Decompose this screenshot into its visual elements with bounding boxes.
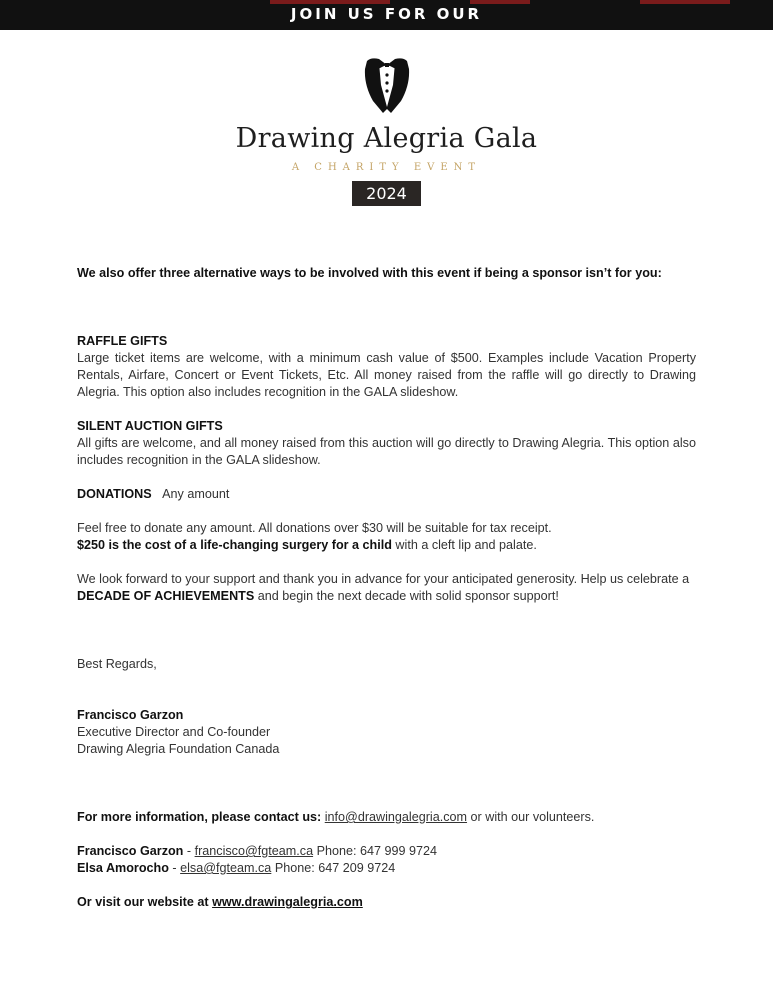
website-line: [77, 894, 696, 911]
signature-title: Executive Director and Co-founder: [77, 725, 271, 739]
intro-text: We also offer three alternative ways to be involved with this event if being a sponsor isn’t for you:: [77, 266, 662, 280]
auction-heading: SILENT AUCTION GIFTS: [77, 419, 223, 433]
website-lead: Or visit our website at: [77, 895, 213, 909]
volunteer-email-link[interactable]: francisco@fgteam.ca: [194, 844, 314, 858]
auction-body: All gifts are welcome, and all money raised from this auction will go directly to Drawing Alegria. This option also includes recognition in the GALA slideshow.: [77, 436, 696, 467]
website-link[interactable]: www.drawingalegria.com: [212, 895, 363, 909]
banner-decoration: [470, 0, 530, 4]
letter-body: [77, 265, 696, 911]
closing-part2: and begin the next decade with solid sponsor support!: [254, 589, 559, 603]
tuxedo-icon: [361, 55, 413, 115]
top-banner: [0, 0, 773, 30]
volunteer-sep: -: [183, 844, 195, 858]
closing-paragraph: [77, 571, 696, 605]
signature-name: Francisco Garzon: [77, 708, 184, 722]
gala-subtitle: A CHARITY EVENT: [291, 162, 482, 173]
contact-line: [77, 809, 696, 826]
surgery-line: [77, 537, 696, 554]
contact-tail: or with our volunteers.: [467, 810, 595, 824]
year-badge: 2024: [352, 181, 421, 206]
donations-amount: Any amount: [162, 487, 230, 501]
banner-text: JOIN US FOR OUR: [290, 5, 483, 23]
banner-decoration: [640, 0, 730, 4]
decade-highlight: DECADE OF ACHIEVEMENTS: [77, 589, 255, 603]
surgery-rest: with a cleft lip and palate.: [391, 538, 537, 552]
volunteer-phone: Phone: 647 209 9724: [271, 861, 396, 875]
volunteer-name: Elsa Amorocho: [77, 861, 169, 875]
contact-lead: For more information, please contact us:: [77, 810, 322, 824]
volunteer-row: [77, 860, 696, 877]
volunteer-name: Francisco Garzon: [77, 844, 184, 858]
raffle-body: Large ticket items are welcome, with a minimum cash value of $500. Examples include Vacation Property Rentals, Airfare, Concert or Event Tickets, Etc. All money raised from the raffle will go directly to Drawing Alegria. This option also includes recognition in the GALA slideshow.: [77, 351, 696, 399]
banner-decoration: [270, 0, 390, 4]
closing-part1: We look forward to your support and thank you in advance for your anticipated generosity. Help us celebrate a: [77, 572, 690, 586]
volunteer-email-link[interactable]: elsa@fgteam.ca: [180, 861, 272, 875]
donations-heading: DONATIONS: [77, 487, 152, 501]
regards: Best Regards,: [77, 657, 157, 671]
volunteer-phone: Phone: 647 999 9724: [313, 844, 438, 858]
signature-org: Drawing Alegria Foundation Canada: [77, 742, 280, 756]
contact-email-link[interactable]: info@drawingalegria.com: [324, 810, 468, 824]
surgery-cost: $250 is the cost of a life-changing surgery for a child: [77, 538, 392, 552]
donations-line: [77, 486, 696, 503]
raffle-heading: RAFFLE GIFTS: [77, 334, 168, 348]
gala-logo: [0, 55, 773, 206]
donations-text: Feel free to donate any amount. All donations over $30 will be suitable for tax receipt.: [77, 521, 552, 535]
volunteer-row: [77, 843, 696, 860]
gala-title: Drawing Alegria Gala: [235, 123, 538, 154]
volunteer-sep: -: [168, 861, 181, 875]
